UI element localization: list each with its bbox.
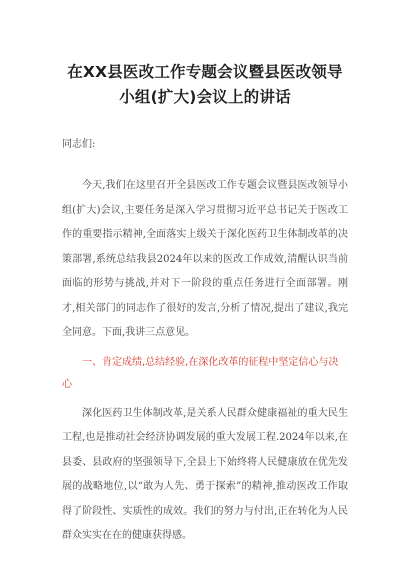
section-heading: 一、肯定成绩,总结经验,在深化改革的征程中坚定信心与决心 [62,356,339,390]
intro-paragraph: 今天,我们在这里召开全县医改工作专题会议暨县医改领导小组(扩大)会议,主要任务是深入学习贯彻习近平总书记关于医改工作的重要指示精神,全面落实上级关于深化医药卫生体制改革的决策部署,系统总结我县2024年以来的医改工作成效,清醒认识当前面临的形势与挑战,并对下一阶段的重点任务进行全面部署。刚才,相关部门的同志作了很好的发言,分析了情况,提出了建议,我完全同意。下面,我讲三点意见。 [62,180,348,338]
section-paragraph: 深化医药卫生体制改革,是关系人民群众健康福祉的重大民生工程,也是推动社会经济协调发展的重大发展工程.2024年以来,在县委、县政府的坚强领导下,全县上下始终将人民健康放在优先发展的战略地位,以“敢为人先、勇于探索”的精神,推动医改工作取得了阶段性、实质性的成效。我们的努力与付出,正在转化为人民群众实实在在的健康获得感。 [62,407,348,541]
salutation: 同志们: [62,139,96,150]
document-title: 在XX县医改工作专题会议暨县医改领导小组(扩大)会议上的讲话 [67,63,343,106]
